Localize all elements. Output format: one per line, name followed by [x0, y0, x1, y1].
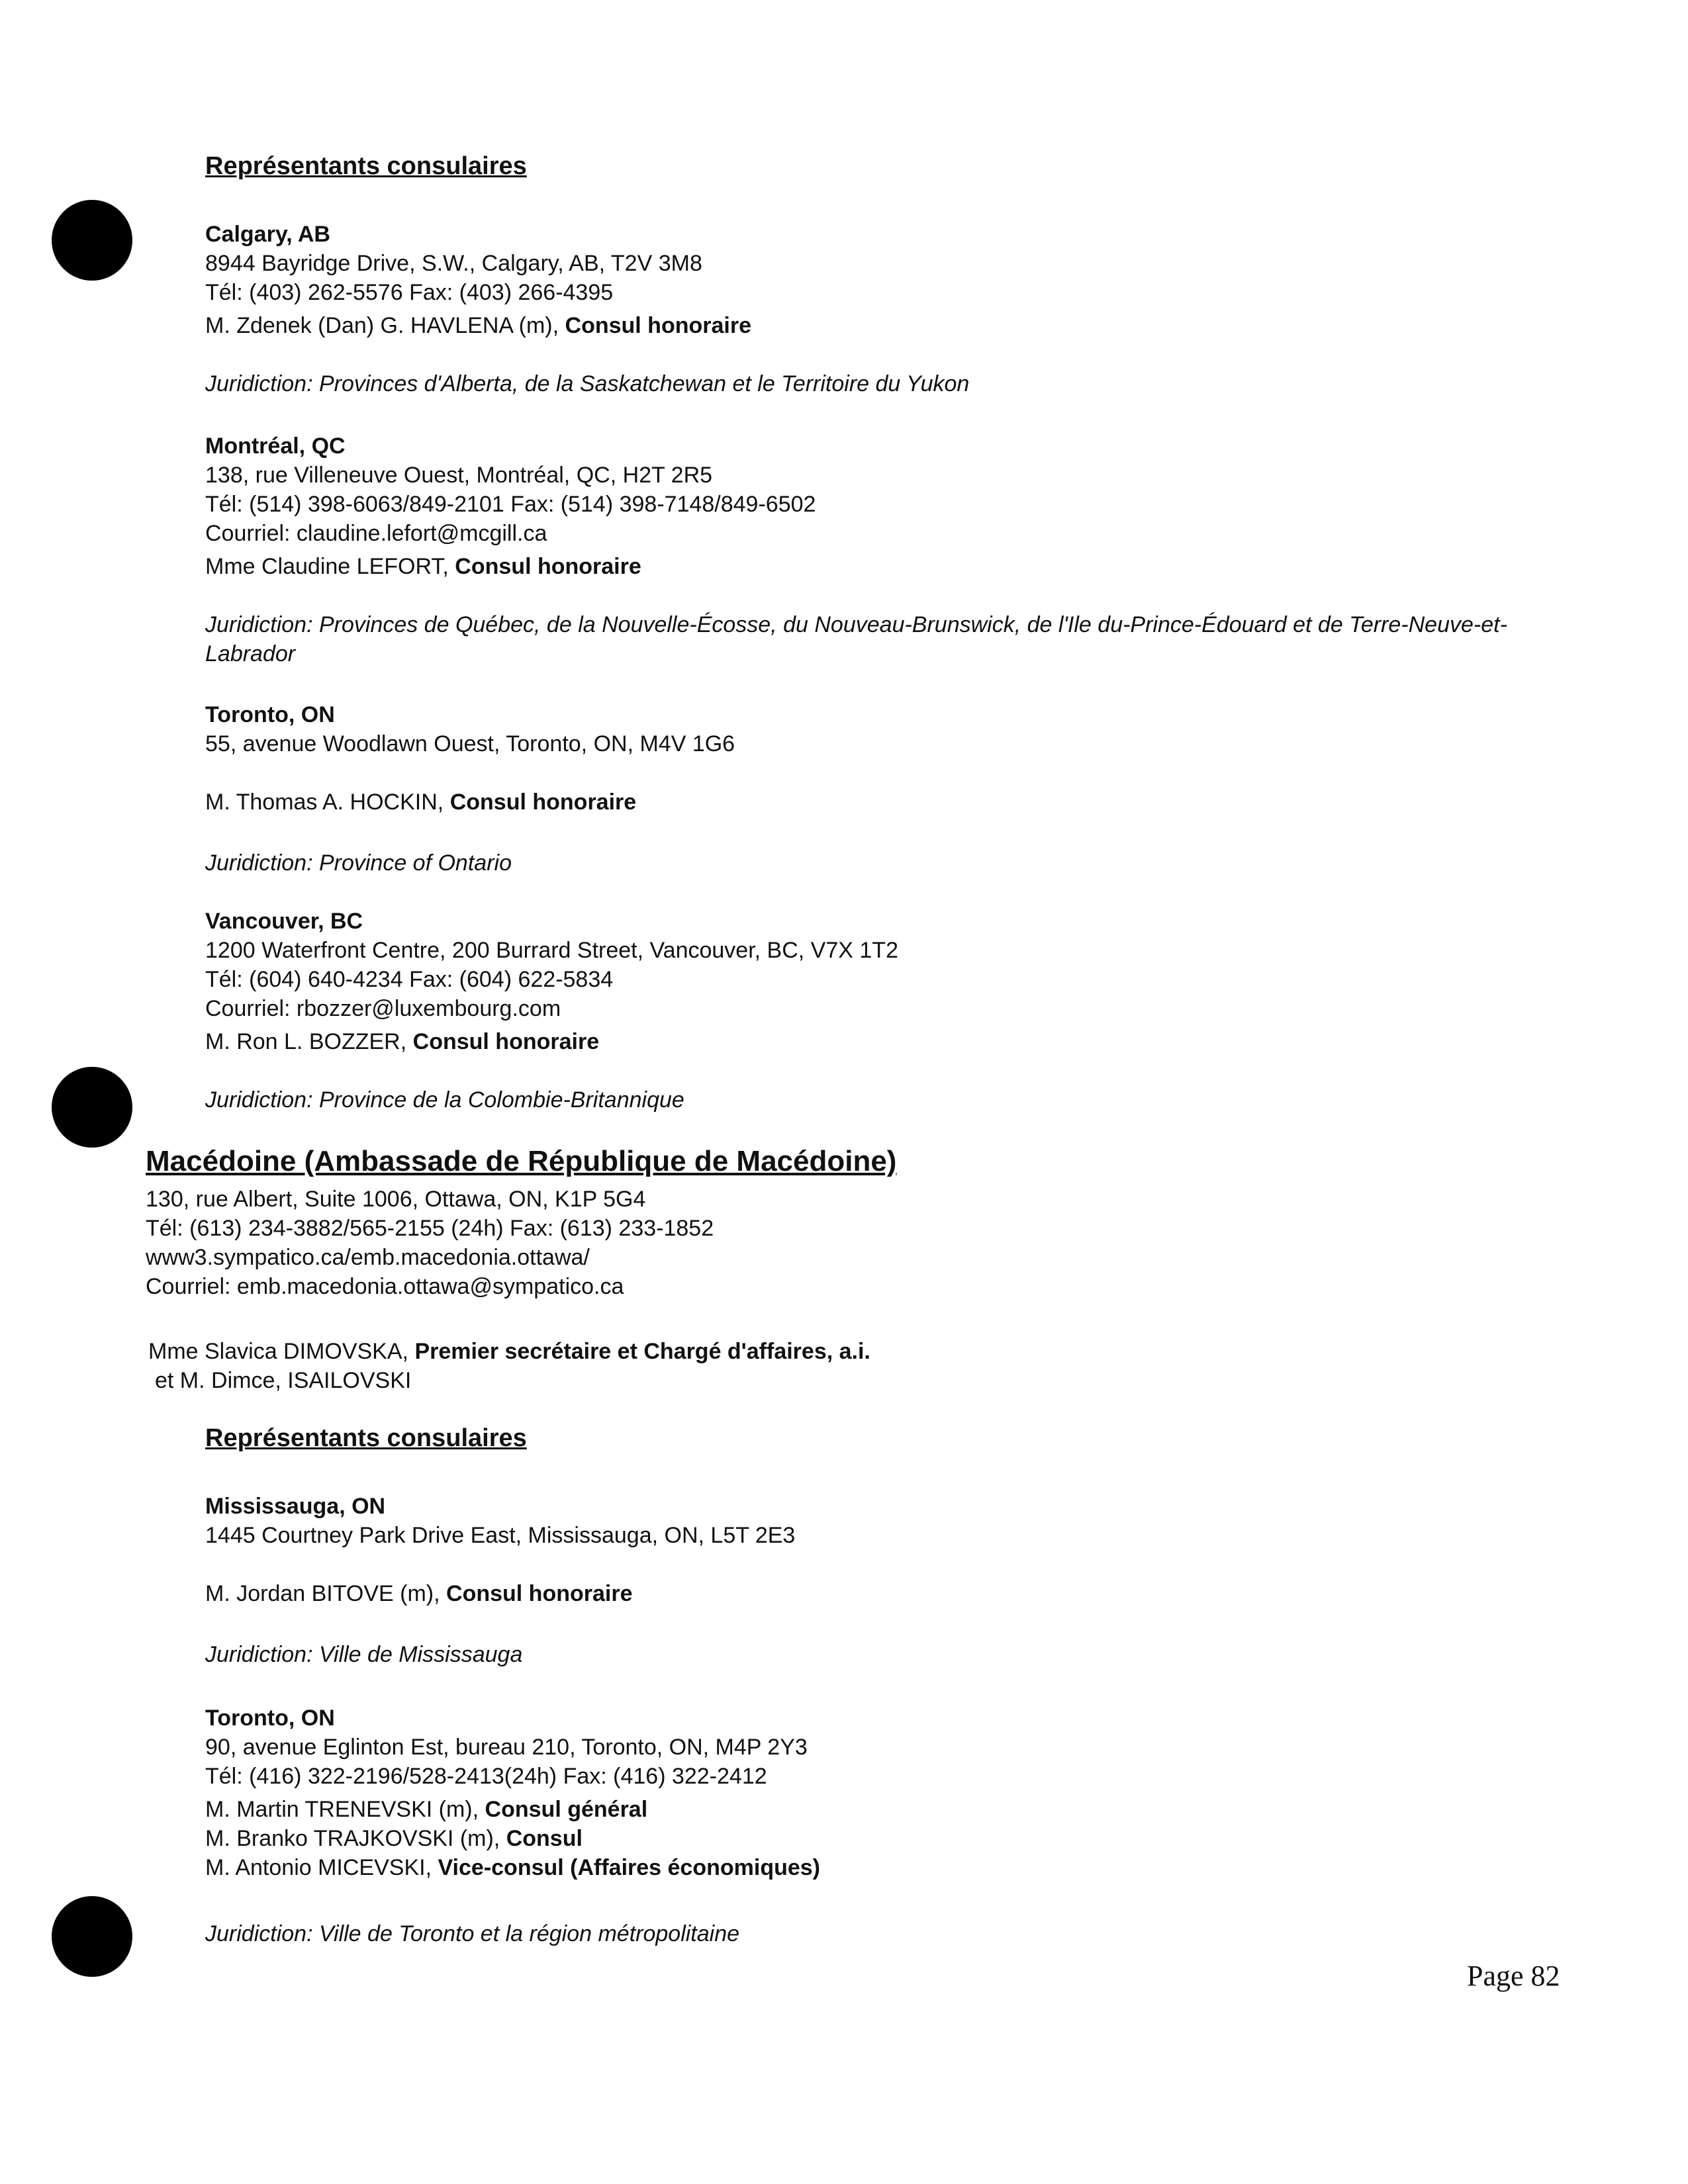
- entry-address: 8944 Bayridge Drive, S.W., Calgary, AB, T2V 3M8: [205, 251, 702, 276]
- punch-hole-top: [52, 200, 132, 281]
- embassy-staff-2: et M. Dimce, ISAILOVSKI: [155, 1368, 412, 1393]
- entry-city: Toronto, ON: [205, 702, 335, 727]
- entry-jurisdiction: Juridiction: Ville de Mississauga: [205, 1642, 523, 1667]
- entry-person: M. Zdenek (Dan) G. HAVLENA (m), Consul honoraire: [205, 313, 751, 338]
- entry-city: Calgary, AB: [205, 222, 330, 247]
- entry-phone: Tél: (416) 322-2196/528-2413(24h) Fax: (416) 322-2412: [205, 1764, 767, 1789]
- entry-jurisdiction: Juridiction: Province de la Colombie-Britannique: [205, 1087, 684, 1113]
- entry-vancouver: [205, 907, 898, 1056]
- entry-person: M. Branko TRAJKOVSKI (m), Consul: [205, 1826, 583, 1851]
- entry-city: Vancouver, BC: [205, 909, 363, 934]
- entry-address: 55, avenue Woodlawn Ouest, Toronto, ON, M4V 1G6: [205, 731, 735, 756]
- entry-address: 1200 Waterfront Centre, 200 Burrard Street, Vancouver, BC, V7X 1T2: [205, 938, 898, 963]
- entry-person: Mme Claudine LEFORT, Consul honoraire: [205, 554, 641, 579]
- entry-city: Mississauga, ON: [205, 1494, 386, 1519]
- entry-email: Courriel: rbozzer@luxembourg.com: [205, 996, 561, 1021]
- punch-hole-middle: [52, 1067, 132, 1148]
- entry-jurisdiction: Juridiction: Provinces d'Alberta, de la Saskatchewan et le Territoire du Yukon: [205, 371, 970, 396]
- entry-address: 138, rue Villeneuve Ouest, Montréal, QC, H2T 2R5: [205, 463, 713, 488]
- entry-jurisdiction: Juridiction: Ville de Toronto et la région métropolitaine: [205, 1921, 740, 1946]
- entry-city: Toronto, ON: [205, 1706, 335, 1731]
- embassy-details: [146, 1185, 714, 1301]
- entry-jurisdiction: Juridiction: Province of Ontario: [205, 850, 512, 876]
- embassy-email: Courriel: emb.macedonia.ottawa@sympatico.ca: [146, 1274, 624, 1299]
- entry-person: M. Martin TRENEVSKI (m), Consul général: [205, 1797, 648, 1822]
- entry-montreal: [205, 432, 816, 581]
- entry-person: M. Antonio MICEVSKI, Vice-consul (Affaires économiques): [205, 1855, 821, 1880]
- embassy-phone: Tél: (613) 234-3882/565-2155 (24h) Fax: (613) 233-1852: [146, 1216, 714, 1241]
- entry-mississauga: [205, 1492, 795, 1608]
- embassy-staff-1: Mme Slavica DIMOVSKA, Premier secrétaire et Chargé d'affaires, a.i.: [148, 1339, 870, 1364]
- entry-phone: Tél: (514) 398-6063/849-2101 Fax: (514) 398-7148/849-6502: [205, 492, 816, 517]
- page-number: Page 82: [1467, 1960, 1560, 1992]
- entry-calgary: [205, 220, 751, 340]
- entry-toronto: [205, 700, 735, 817]
- entry-person: M. Ron L. BOZZER, Consul honoraire: [205, 1029, 600, 1054]
- punch-hole-bottom: [52, 1896, 132, 1977]
- entry-jurisdiction: Juridiction: Provinces de Québec, de la Nouvelle-Écosse, du Nouveau-Brunswick, de l'Ile du-Prince-Édouard et de Terre-Neuve-et-Labrador: [205, 612, 1507, 666]
- entry-address: 90, avenue Eglinton Est, bureau 210, Toronto, ON, M4P 2Y3: [205, 1735, 808, 1760]
- entry-person: M. Jordan BITOVE (m), Consul honoraire: [205, 1581, 633, 1606]
- embassy-staff: [148, 1337, 870, 1395]
- embassy-heading: Macédoine (Ambassade de République de Macédoine): [146, 1145, 897, 1177]
- embassy-website: www3.sympatico.ca/emb.macedonia.ottawa/: [146, 1245, 590, 1270]
- embassy-address: 130, rue Albert, Suite 1006, Ottawa, ON, K1P 5G4: [146, 1187, 646, 1212]
- entry-phone: Tél: (604) 640-4234 Fax: (604) 622-5834: [205, 967, 614, 992]
- entry-email: Courriel: claudine.lefort@mcgill.ca: [205, 521, 547, 546]
- section-heading-consular-reps-1: Représentants consulaires: [205, 152, 527, 180]
- section-heading-consular-reps-2: Représentants consulaires: [205, 1424, 527, 1452]
- entry-person: M. Thomas A. HOCKIN, Consul honoraire: [205, 790, 637, 815]
- entry-city: Montréal, QC: [205, 433, 346, 459]
- entry-address: 1445 Courtney Park Drive East, Mississauga, ON, L5T 2E3: [205, 1523, 796, 1548]
- entry-toronto-2: [205, 1704, 820, 1882]
- entry-phone: Tél: (403) 262-5576 Fax: (403) 266-4395: [205, 280, 614, 305]
